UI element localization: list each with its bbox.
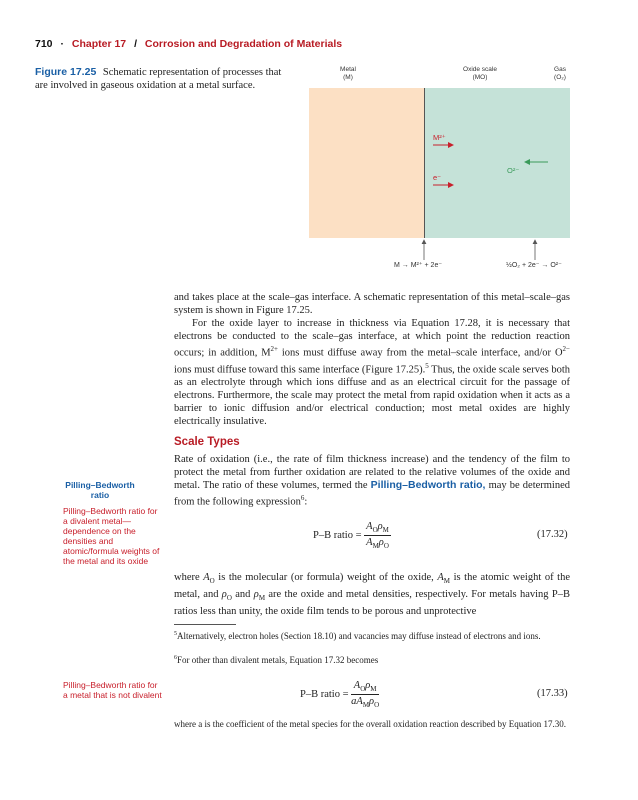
metal-label-name: Metal [340, 66, 356, 73]
equation-17-33 [300, 680, 379, 709]
equation-number-17-33: (17.33) [537, 688, 568, 699]
equation-17-32 [313, 521, 391, 550]
eq1-lhs: P–B ratio = [313, 530, 362, 541]
chapter-title: Corrosion and Degradation of Materials [144, 38, 343, 50]
electron-label: e⁻ [433, 173, 442, 182]
gas-label-formula: (O₂) [554, 74, 566, 81]
diagram-arrows [300, 80, 590, 280]
margin-term: Pilling–Bedworth ratio [65, 480, 135, 500]
paragraph-2: For the oxide layer to increase in thickness via Equation 17.28, it is necessary that electrons be conducted to the scale–gas interface, at which point the reduction reaction occurs; in addition, $M^{2+}$ ions must diffuse away from the metal–scale interface, and/or $O^{2-}$ ions must diffuse toward this same interface (Figure 17.25).$^5$ Thus, the oxide scale serves both as an electrolyte through which ions diffuse and as an electrical circuit for the passage of electrons. Furthermore, the scale may protect the metal from rapid oxidation when it acts as a barrier to ionic diffusion and/or electrical conduction; most metal oxides are highly electrically insulative. [174, 318, 571, 427]
section-heading: Scale Types [174, 436, 240, 448]
eq1-fraction: $\frac{A_O\rho_M}{A_M\rho_O}$ [366, 521, 389, 551]
figure-label: Figure 17.25 [35, 66, 97, 78]
gas-reaction: ½O₂ + 2e⁻ → O²⁻ [506, 262, 562, 269]
equation-number-17-32: (17.32) [537, 529, 568, 540]
header-separator: / [134, 38, 137, 50]
gas-label-name: Gas [554, 66, 566, 73]
figure-caption [35, 66, 285, 92]
header-bullet: · [60, 38, 64, 50]
oxygen-ion-label: O²⁻ [507, 166, 520, 175]
section-paragraph-1: Rate of oxidation (i.e., the rate of film thickness increase) and the tendency of the film to protect the metal from further oxidation are related to the relative volumes of the oxide and metal. The ratio of these volumes, termed the Pilling–Bedworth ratio, may be determined from the following expression$^6$: [174, 454, 571, 508]
footnote-6: $^6$For other than divalent metals, Equation 17.32 becomes [174, 655, 379, 665]
footnote-rule [174, 624, 236, 625]
paragraph-1: and takes place at the scale–gas interface. A schematic representation of this metal–scale–gas system is shown in Figure 17.25. [174, 292, 570, 316]
eq2-lhs: P–B ratio = [300, 689, 349, 700]
body-text [174, 291, 570, 428]
oxide-label-name: Oxide scale [463, 66, 497, 73]
chapter-number: Chapter 17 [71, 38, 127, 50]
footnote-after-equation: where a is the coefficient of the metal species for the overall oxidation reaction described by Equation 17.30. [174, 719, 566, 729]
oxide-label-formula: (MO) [472, 74, 488, 81]
metal-label-formula: (M) [343, 74, 353, 81]
margin-note-non-divalent: Pilling–Bedworth ratio for a metal that is not divalent [63, 680, 162, 700]
eq2-fraction: $\frac{A_O\rho_M}{aA_M\rho_O}$ [351, 680, 380, 710]
footnote-5: $^5$Alternatively, electron holes (Section 18.10) and vacancies may diffuse instead of electrons and ions. [174, 631, 541, 641]
figure-caption-text: Schematic representation of processes that are involved in gaseous oxidation at a metal surface. [35, 67, 282, 91]
margin-note-divalent: Pilling–Bedworth ratio for a divalent metal—dependence on the densities and atomic/formula weights of the metal and its oxide [63, 506, 160, 566]
section-paragraph-2: where $A_O$ is the molecular (or formula) weight of the oxide, $A_M$ is the atomic weight of the metal, and $\rho_O$ and $\rho_M$ are the oxide and metal densities, respectively. For metals having P–B ratios less than unity, the oxide film tends to be porous and unprotective [174, 572, 570, 618]
metal-ion-label: M²⁺ [433, 133, 446, 142]
page-number: 710 [35, 38, 53, 50]
pilling-bedworth-term: Pilling–Bedworth ratio, [370, 479, 486, 491]
running-header [35, 38, 342, 50]
metal-reaction: M → M²⁺ + 2e⁻ [394, 262, 443, 269]
